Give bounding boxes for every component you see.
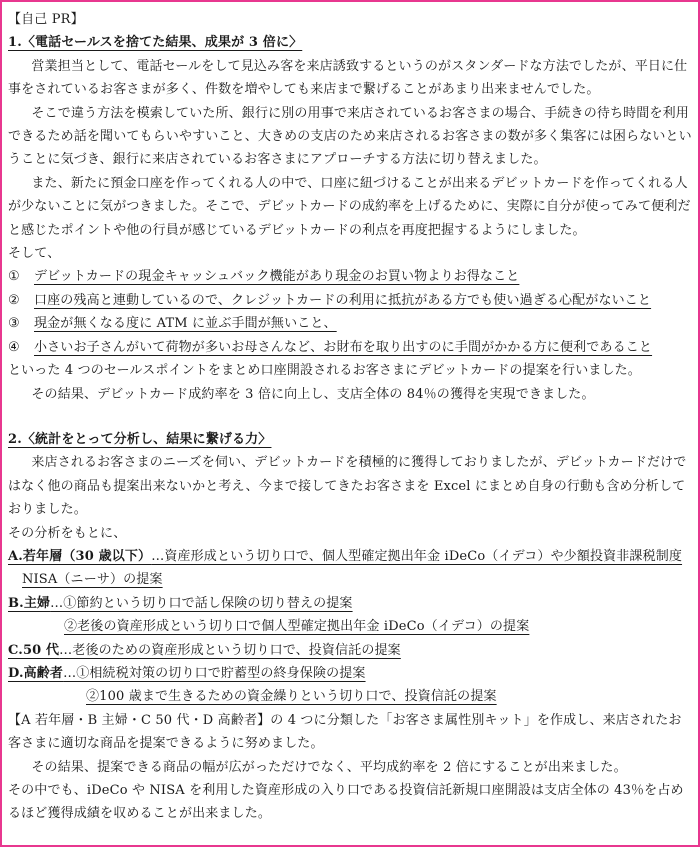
section1-paragraph-5: といった 4 つのセールスポイントをまとめ口座開設されるお客さまにデビットカードの提案を行いました。 (8, 363, 641, 379)
segment-a-text: …資産形成という切り口で、個人型確定拠出年金 iDeCo（イデコ）や少額投資非課税制度 (151, 548, 683, 564)
list-item (8, 336, 694, 359)
segment-b-cont (8, 615, 694, 638)
list-item (8, 265, 694, 288)
list-item (8, 289, 694, 312)
segment-b-label: B.主婦 (8, 595, 51, 611)
section-spacer (8, 406, 694, 428)
list-number: ② (8, 292, 20, 308)
list-number: ① (8, 269, 20, 285)
segment-d-cont (8, 685, 694, 708)
list-text: 小さいお子さんがいて荷物が多いお母さんなど、お財布を取り出すのに手間がかかる方に便利であること (34, 339, 653, 355)
segment-c (8, 639, 694, 662)
segment-a-text-2: NISA（ニーサ）の提案 (22, 572, 163, 588)
section2-paragraph-4: その結果、提案できる商品の幅が広がっただけでなく、平均成約率を 2 倍にすることが出来ました。 (31, 759, 627, 775)
list-text: 現金が無くなる度に ATM に並ぶ手間が無いこと、 (34, 316, 337, 332)
segment-b-text-2: ②老後の資産形成という切り口で個人型確定拠出年金 iDeCo（イデコ）の提案 (64, 619, 530, 635)
segment-d-text-2: ②100 歳まで生きるための資金繰りという切り口で、投資信託の提案 (86, 689, 497, 705)
section1-paragraph-3: また、新たに預金口座を作ってくれる人の中で、口座に紐づけることが出来るデビットカードを作ってくれる人が少ないことに気がつきました。そこで、デビットカードの成約率を上げるために、実際に自分が使ってみて便利だと感じたポイントや他の行員が感じているデビットカードの利点を再度把握するようにしました。 (8, 175, 691, 238)
page-title: 【自己 PR】 (8, 12, 84, 27)
list-number: ④ (8, 339, 20, 355)
section1-heading: 1.〈電話セールスを捨てた結果、成果が 3 倍に〉 (8, 35, 303, 51)
section2-paragraph-2: その分析をもとに、 (8, 525, 127, 541)
segment-b (8, 592, 694, 615)
segment-a (8, 545, 694, 568)
segment-c-text: …老後のための資産形成という切り口で、投資信託の提案 (59, 642, 401, 658)
segment-b-text: …①節約という切り口で話し保険の切り替えの提案 (50, 595, 353, 611)
segment-d-text: …①相続税対策の切り口で貯蓄型の終身保険の提案 (63, 665, 366, 681)
self-pr-document (8, 8, 694, 826)
section2-paragraph-1: 来店されるお客さまのニーズを伺い、デビットカードを積極的に獲得しておりましたが、デビットカードだけではなく他の商品も提案出来ないかと考え、今まで接してきたお客さまを Excel にまとめ自身の行動も含め分析しておりました。 (8, 455, 687, 518)
section2-heading: 2.〈統計をとって分析し、結果に繋げる力〉 (8, 431, 272, 447)
section2-paragraph-5: その中でも、iDeCo や NISA を利用した資産形成の入り口である投資信託新規口座開設は支店全体の 43％を占めるほど獲得成績を収めることが出来ました。 (8, 783, 684, 822)
segment-d-label: D.高齢者 (8, 665, 64, 681)
segment-c-label: C.50 代 (8, 642, 60, 658)
section2-paragraph-3: 【A 若年層・B 主婦・C 50 代・D 高齢者】の 4 つに分類した「お客さま属性別キット」を作成し、来店されたお客さまに適切な商品を提案できるように努めました。 (8, 712, 682, 752)
segment-a-cont (8, 568, 694, 591)
segment-d (8, 662, 694, 685)
section1-paragraph-6: その結果、デビットカード成約率を 3 倍に向上し、支店全体の 84％の獲得を実現できました。 (31, 386, 595, 402)
section1-paragraph-2: そこで違う方法を模索していた所、銀行に別の用事で来店されているお客さまの場合、手続きの待ち時間を利用できるため話を聞いてもらいやすいこと、大きめの支店のため来店されるお客さまの数が多く集客には困らないということに気づき、銀行に来店されているお客さまにアプローチする方法に切り替えました。 (8, 105, 692, 168)
list-item (8, 312, 694, 335)
section1-paragraph-1: 営業担当として、電話セールをして見込み客を来店誘致するというのがスタンダードな方法でしたが、平日に仕事をされているお客さまが多く、件数を増やしても来店まで繋げることがあまり出来ませんでした。 (8, 58, 688, 98)
list-text: 口座の残高と連動しているので、クレジットカードの利用に抵抗がある方でも使い過ぎる心配がないこと (34, 292, 652, 308)
segment-a-label: A.若年層（30 歳以下） (8, 548, 152, 564)
list-number: ③ (8, 316, 20, 332)
section1-paragraph-4: そして、 (8, 246, 61, 262)
list-text: デビットカードの現金キャッシュバック機能があり現金のお買い物よりお得なこと (34, 269, 520, 285)
